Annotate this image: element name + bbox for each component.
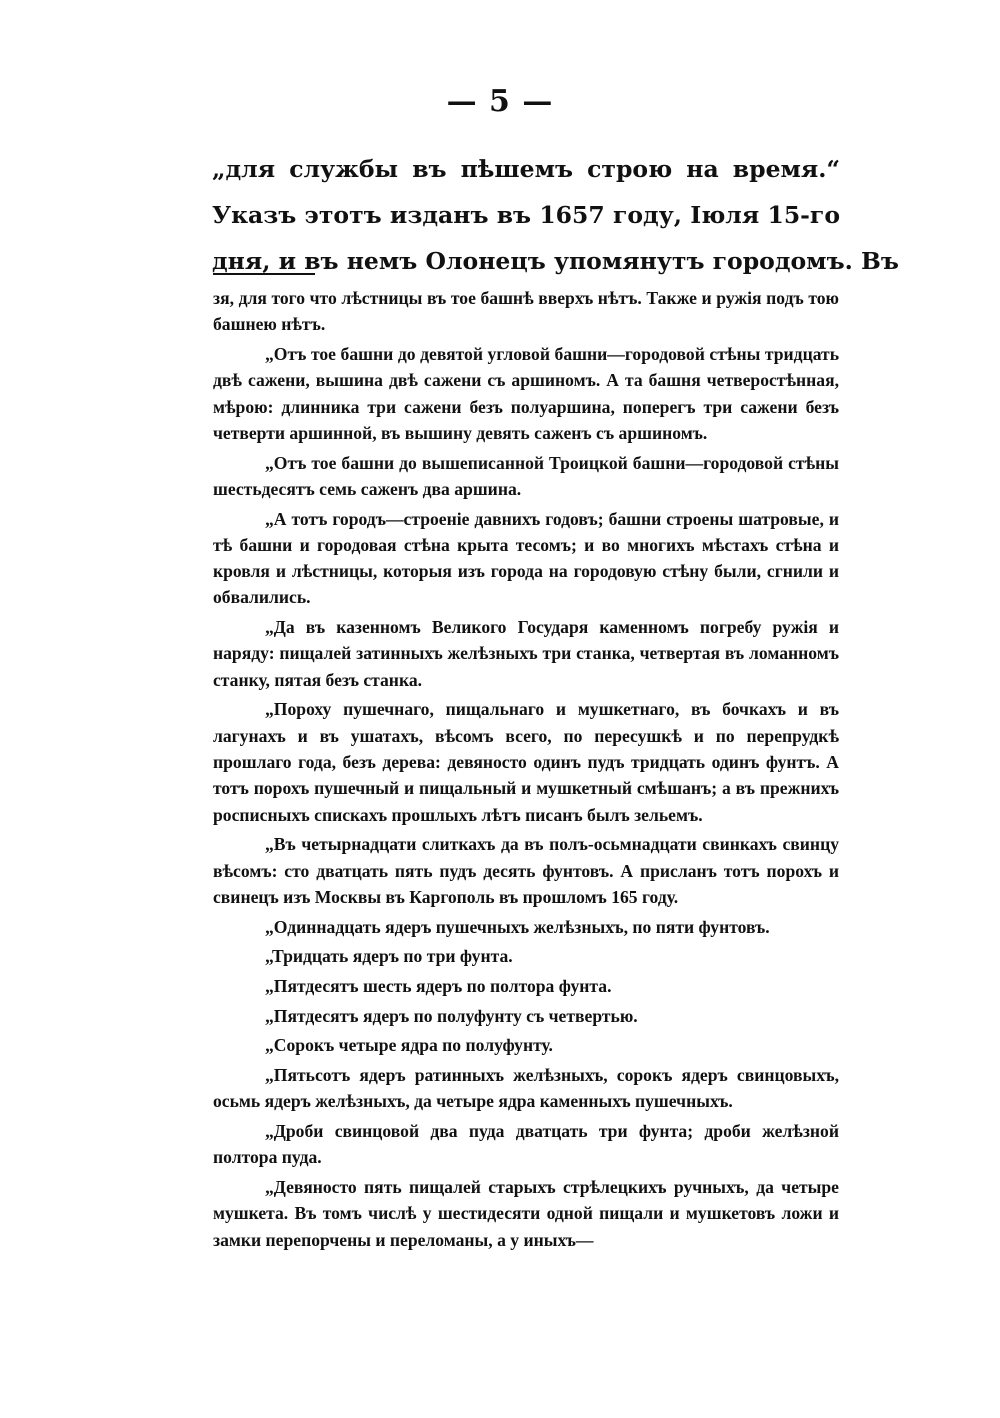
footnote-paragraph: „Сорокъ четыре ядра по полуфунту. bbox=[265, 1035, 553, 1056]
footnote-block bbox=[213, 285, 839, 1256]
main-text-line: Указъ этотъ изданъ въ 1657 году, Іюля 15-го bbox=[212, 201, 840, 229]
main-text-line: дня, и въ немъ Олонецъ упомянутъ городомъ. Въ bbox=[212, 247, 899, 275]
footnote-paragraph: „Тридцать ядеръ по три фунта. bbox=[265, 946, 513, 967]
footnote-paragraph: „Пятдесятъ шесть ядеръ по полтора фунта. bbox=[265, 975, 612, 996]
main-text bbox=[212, 146, 899, 284]
footnote-paragraph: „А тотъ городъ—строеніе давнихъ годовъ; башни строены шатровые, и тѣ башни и городовая стѣна крыта тесомъ; и во многихъ мѣстахъ стѣна и кровля и лѣстницы, которыя изъ города на городовую стѣну были, сгнили и обвалились. bbox=[213, 508, 839, 608]
footnote-paragraph: „Девяносто пять пищалей старыхъ стрѣлецкихъ ручныхъ, да четыре мушкета. Въ томъ числѣ у шестидесяти одной пищали и мушкетовъ ложи и замки перепорчены и переломаны, а у иныхъ— bbox=[213, 1176, 839, 1250]
footnote-paragraph: „Одиннадцать ядеръ пушечныхъ желѣзныхъ, по пяти фунтовъ. bbox=[265, 916, 770, 937]
footnote-divider bbox=[213, 273, 315, 275]
main-text-line: „для службы въ пѣшемъ строю на время.“ bbox=[212, 155, 840, 183]
footnote-paragraph: „Отъ тое башни до девятой угловой башни—городовой стѣны тридцать двѣ сажени, вышина двѣ сажени съ аршиномъ. А та башня четверостѣнная, мѣрою: длинника три сажени безъ полуаршина, поперегъ три сажени безъ четверти аршинной, въ вышину девять саженъ съ аршиномъ. bbox=[213, 343, 839, 443]
footnote-paragraph: „Пятьсотъ ядеръ ратинныхъ желѣзныхъ, сорокъ ядеръ свинцовыхъ, осьмь ядеръ желѣзныхъ, да четыре ядра каменныхъ пушечныхъ. bbox=[213, 1065, 839, 1112]
page-number: — 5 — bbox=[446, 84, 554, 119]
footnote-paragraph: „Пороху пушечнаго, пищальнаго и мушкетнаго, въ бочкахъ и въ лагунахъ и въ ушатахъ, вѣсомъ всего, по пересушкѣ и по перепрудкѣ прошлаго года, безъ дерева: девяносто одинъ пудъ тридцать одинъ фунтъ. А тотъ порохъ пушечный и пищальный и мушкетный смѣшанъ; а въ прежнихъ росписныхъ спискахъ прошлыхъ лѣтъ писанъ былъ зельемъ. bbox=[213, 699, 839, 825]
footnote-paragraph: зя, для того что лѣстницы въ тое башнѣ вверхъ нѣтъ. Также и ружія подъ тою башнею нѣтъ. bbox=[213, 288, 839, 335]
footnote-paragraph: „Дроби свинцовой два пуда дватцать три фунта; дроби желѣзной полтора пуда. bbox=[213, 1120, 839, 1168]
footnote-paragraph: „Пятдесятъ ядеръ по полуфунту съ четвертью. bbox=[265, 1005, 638, 1026]
footnote-paragraph: „Да въ казенномъ Великого Государя каменномъ погребу ружія и наряду: пищалей затинныхъ желѣзныхъ три станка, четвертая въ ломанномъ станку, пятая безъ станка. bbox=[213, 617, 839, 690]
footnote-paragraph: „Въ четырнадцати слиткахъ да въ полъ-осьмнадцати свинкахъ свинцу вѣсомъ: сто дватцать пять пудъ десять фунтовъ. А присланъ тотъ порохъ и свинецъ изъ Москвы въ Каргополь въ прошломъ 165 году. bbox=[213, 834, 839, 907]
footnote-paragraph: „Отъ тое башни до вышеписанной Троицкой башни—городовой стѣны шестьдесятъ семь саженъ два аршина. bbox=[213, 452, 839, 499]
